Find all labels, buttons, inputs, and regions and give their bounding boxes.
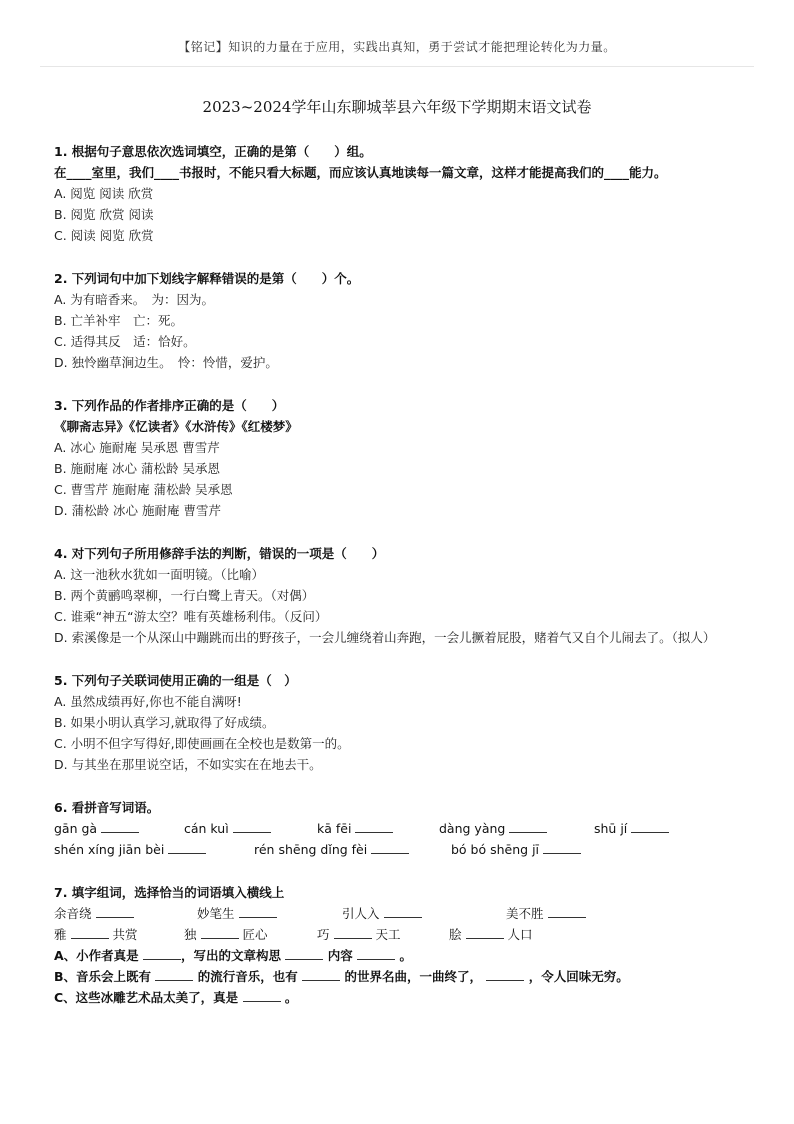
answer-blank[interactable]: [486, 968, 524, 981]
option-d: D. 索溪像是一个从深山中蹦跳而出的野孩子，一会儿缠绕着山奔跑，一会儿撅着屁股，赌着气又自个儿闹去了。（拟人）: [54, 630, 716, 645]
option-a: A. 为有暗香来。 为：因为。: [54, 292, 215, 307]
word-suffix: 匠心: [242, 927, 268, 942]
answer-blank[interactable]: [355, 820, 393, 833]
pinyin-item: [451, 839, 581, 860]
sentence-text: 内容: [327, 948, 353, 963]
option-d: D. 蒲松龄 冰心 施耐庵 曹雪芹: [54, 503, 221, 518]
answer-blank[interactable]: [71, 926, 109, 939]
option-b: B. 施耐庵 冰心 蒲松龄 吴承恩: [54, 461, 220, 476]
answer-blank[interactable]: [334, 926, 372, 939]
option-a: A. 冰心 施耐庵 吴承恩 曹雪芹: [54, 440, 220, 455]
pinyin-text: kā fēi: [317, 821, 352, 836]
sentence-text: B、音乐会上既有: [54, 969, 152, 984]
option-a: A. 虽然成绩再好,你也不能自满呀!: [54, 694, 242, 709]
pinyin-item: [317, 818, 439, 839]
option-d: D. 独怜幽草涧边生。 怜：怜惜，爱护。: [54, 355, 278, 370]
pinyin-text: rén shēng dǐng fèi: [254, 842, 368, 857]
question-stem: 在____室里，我们____书报时，不能只看大标题，而应该认真地读每一篇文章，这样才能提高我们的____能力。: [54, 165, 667, 180]
word-prefix: 妙笔生: [197, 906, 235, 921]
fill-word-item: [317, 924, 449, 945]
answer-blank[interactable]: [101, 820, 139, 833]
answer-blank[interactable]: [239, 905, 277, 918]
pinyin-text: gān gà: [54, 821, 98, 836]
answer-blank[interactable]: [543, 841, 581, 854]
sentence-text: 的流行音乐，也有: [197, 969, 298, 984]
question-prompt: 1. 根据句子意思依次选词填空，正确的是第（ ）组。: [54, 144, 372, 159]
fill-word-item: [54, 903, 197, 924]
pinyin-item: [184, 818, 317, 839]
word-prefix: 雅: [54, 927, 67, 942]
word-suffix: 天工: [375, 927, 401, 942]
option-c: C. 阅读 阅览 欣赏: [54, 228, 154, 243]
question-2: [54, 268, 734, 373]
option-b: B. 亡羊补牢 亡：死。: [54, 313, 184, 328]
pinyin-item: [254, 839, 451, 860]
fill-word-item: [449, 924, 533, 945]
answer-blank[interactable]: [384, 905, 422, 918]
answer-blank[interactable]: [357, 947, 395, 960]
fill-word-item: [184, 924, 317, 945]
answer-blank[interactable]: [143, 947, 181, 960]
word-suffix: 共赏: [112, 927, 138, 942]
sentence-text: A、小作者真是: [54, 948, 139, 963]
answer-blank[interactable]: [509, 820, 547, 833]
question-prompt: 6. 看拼音写词语。: [54, 800, 160, 815]
pinyin-row: [54, 818, 734, 839]
sentence-text: ，令人回味无穷。: [528, 969, 629, 984]
sentence-text: C、这些冰雕艺术品太美了，真是: [54, 990, 239, 1005]
option-c: C. 谁乘“神五“游太空？唯有英雄杨利伟。（反问）: [54, 609, 328, 624]
word-prefix: 巧: [317, 927, 330, 942]
answer-blank[interactable]: [201, 926, 239, 939]
exam-content: [54, 141, 734, 1030]
fill-word-row: [54, 924, 734, 945]
question-5: [54, 670, 734, 775]
question-prompt: 2. 下列词句中加下划线字解释错误的是第（ ）个。: [54, 271, 360, 286]
answer-blank[interactable]: [233, 820, 271, 833]
sentence-text: ，写出的文章构思: [181, 948, 282, 963]
fill-word-item: [54, 924, 184, 945]
sentence-text: 。: [284, 990, 298, 1005]
page-title: 2023~2024学年山东聊城莘县六年级下学期期末语文试卷: [202, 98, 592, 116]
option-c: C. 曹雪芹 施耐庵 蒲松龄 吴承恩: [54, 482, 233, 497]
question-prompt: 5. 下列句子关联词使用正确的一组是（ ）: [54, 673, 297, 688]
word-prefix: 脍: [449, 927, 462, 942]
question-7: [54, 882, 734, 1008]
sentence-c: [54, 987, 734, 1008]
answer-blank[interactable]: [548, 905, 586, 918]
word-prefix: 独: [184, 927, 197, 942]
fill-word-item: [506, 903, 586, 924]
question-3: [54, 395, 734, 521]
option-b: B. 两个黄鹂鸣翠柳，一行白鹭上青天。（对偶）: [54, 588, 315, 603]
question-prompt: 7. 填字组词，选择恰当的词语填入横线上: [54, 885, 285, 900]
pinyin-item: [594, 818, 669, 839]
sentence-b: [54, 966, 734, 987]
pinyin-text: dàng yàng: [439, 821, 506, 836]
question-prompt: 3. 下列作品的作者排序正确的是（ ）: [54, 398, 285, 413]
pinyin-text: shén xíng jiān bèi: [54, 842, 165, 857]
word-prefix: 余音绕: [54, 906, 92, 921]
header-divider: [40, 66, 754, 67]
fill-word-row: [54, 903, 734, 924]
pinyin-item: [439, 818, 594, 839]
fill-word-item: [197, 903, 342, 924]
option-d: D. 与其坐在那里说空话，不如实实在在地去干。: [54, 757, 322, 772]
sentence-text: 。: [399, 948, 413, 963]
pinyin-item: [54, 839, 254, 860]
answer-blank[interactable]: [371, 841, 409, 854]
option-c: C. 适得其反 适：恰好。: [54, 334, 196, 349]
word-prefix: 引人入: [342, 906, 380, 921]
fill-word-item: [342, 903, 506, 924]
option-c: C. 小明不但字写得好,即使画画在全校也是数第一的。: [54, 736, 350, 751]
answer-blank[interactable]: [285, 947, 323, 960]
word-suffix: 人口: [507, 927, 533, 942]
question-1: [54, 141, 734, 246]
question-4: [54, 543, 734, 648]
header-motto: 【铭记】知识的力量在于应用，实践出真知，勇于尝试才能把理论转化为力量。: [178, 40, 616, 54]
answer-blank[interactable]: [168, 841, 206, 854]
option-b: B. 如果小明认真学习,就取得了好成绩。: [54, 715, 275, 730]
answer-blank[interactable]: [96, 905, 134, 918]
option-b: B. 阅览 欣赏 阅读: [54, 207, 154, 222]
question-prompt: 4. 对下列句子所用修辞手法的判断，错误的一项是（ ）: [54, 546, 385, 561]
option-a: A. 这一池秋水犹如一面明镜。（比喻）: [54, 567, 265, 582]
pinyin-text: bó bó shēng jī: [451, 842, 540, 857]
question-stem: 《聊斋志异》《忆读者》《水浒传》《红楼梦》: [54, 419, 298, 434]
pinyin-text: shū jí: [594, 821, 628, 836]
answer-blank[interactable]: [243, 989, 281, 1002]
pinyin-item: [54, 818, 184, 839]
option-a: A. 阅览 阅读 欣赏: [54, 186, 154, 201]
word-prefix: 美不胜: [506, 906, 544, 921]
pinyin-row: [54, 839, 734, 860]
answer-blank[interactable]: [631, 820, 669, 833]
sentence-text: 的世界名曲，一曲终了，: [344, 969, 482, 984]
answer-blank[interactable]: [302, 968, 340, 981]
pinyin-text: cán kuì: [184, 821, 229, 836]
answer-blank[interactable]: [466, 926, 504, 939]
sentence-a: [54, 945, 734, 966]
question-6: [54, 797, 734, 860]
answer-blank[interactable]: [155, 968, 193, 981]
